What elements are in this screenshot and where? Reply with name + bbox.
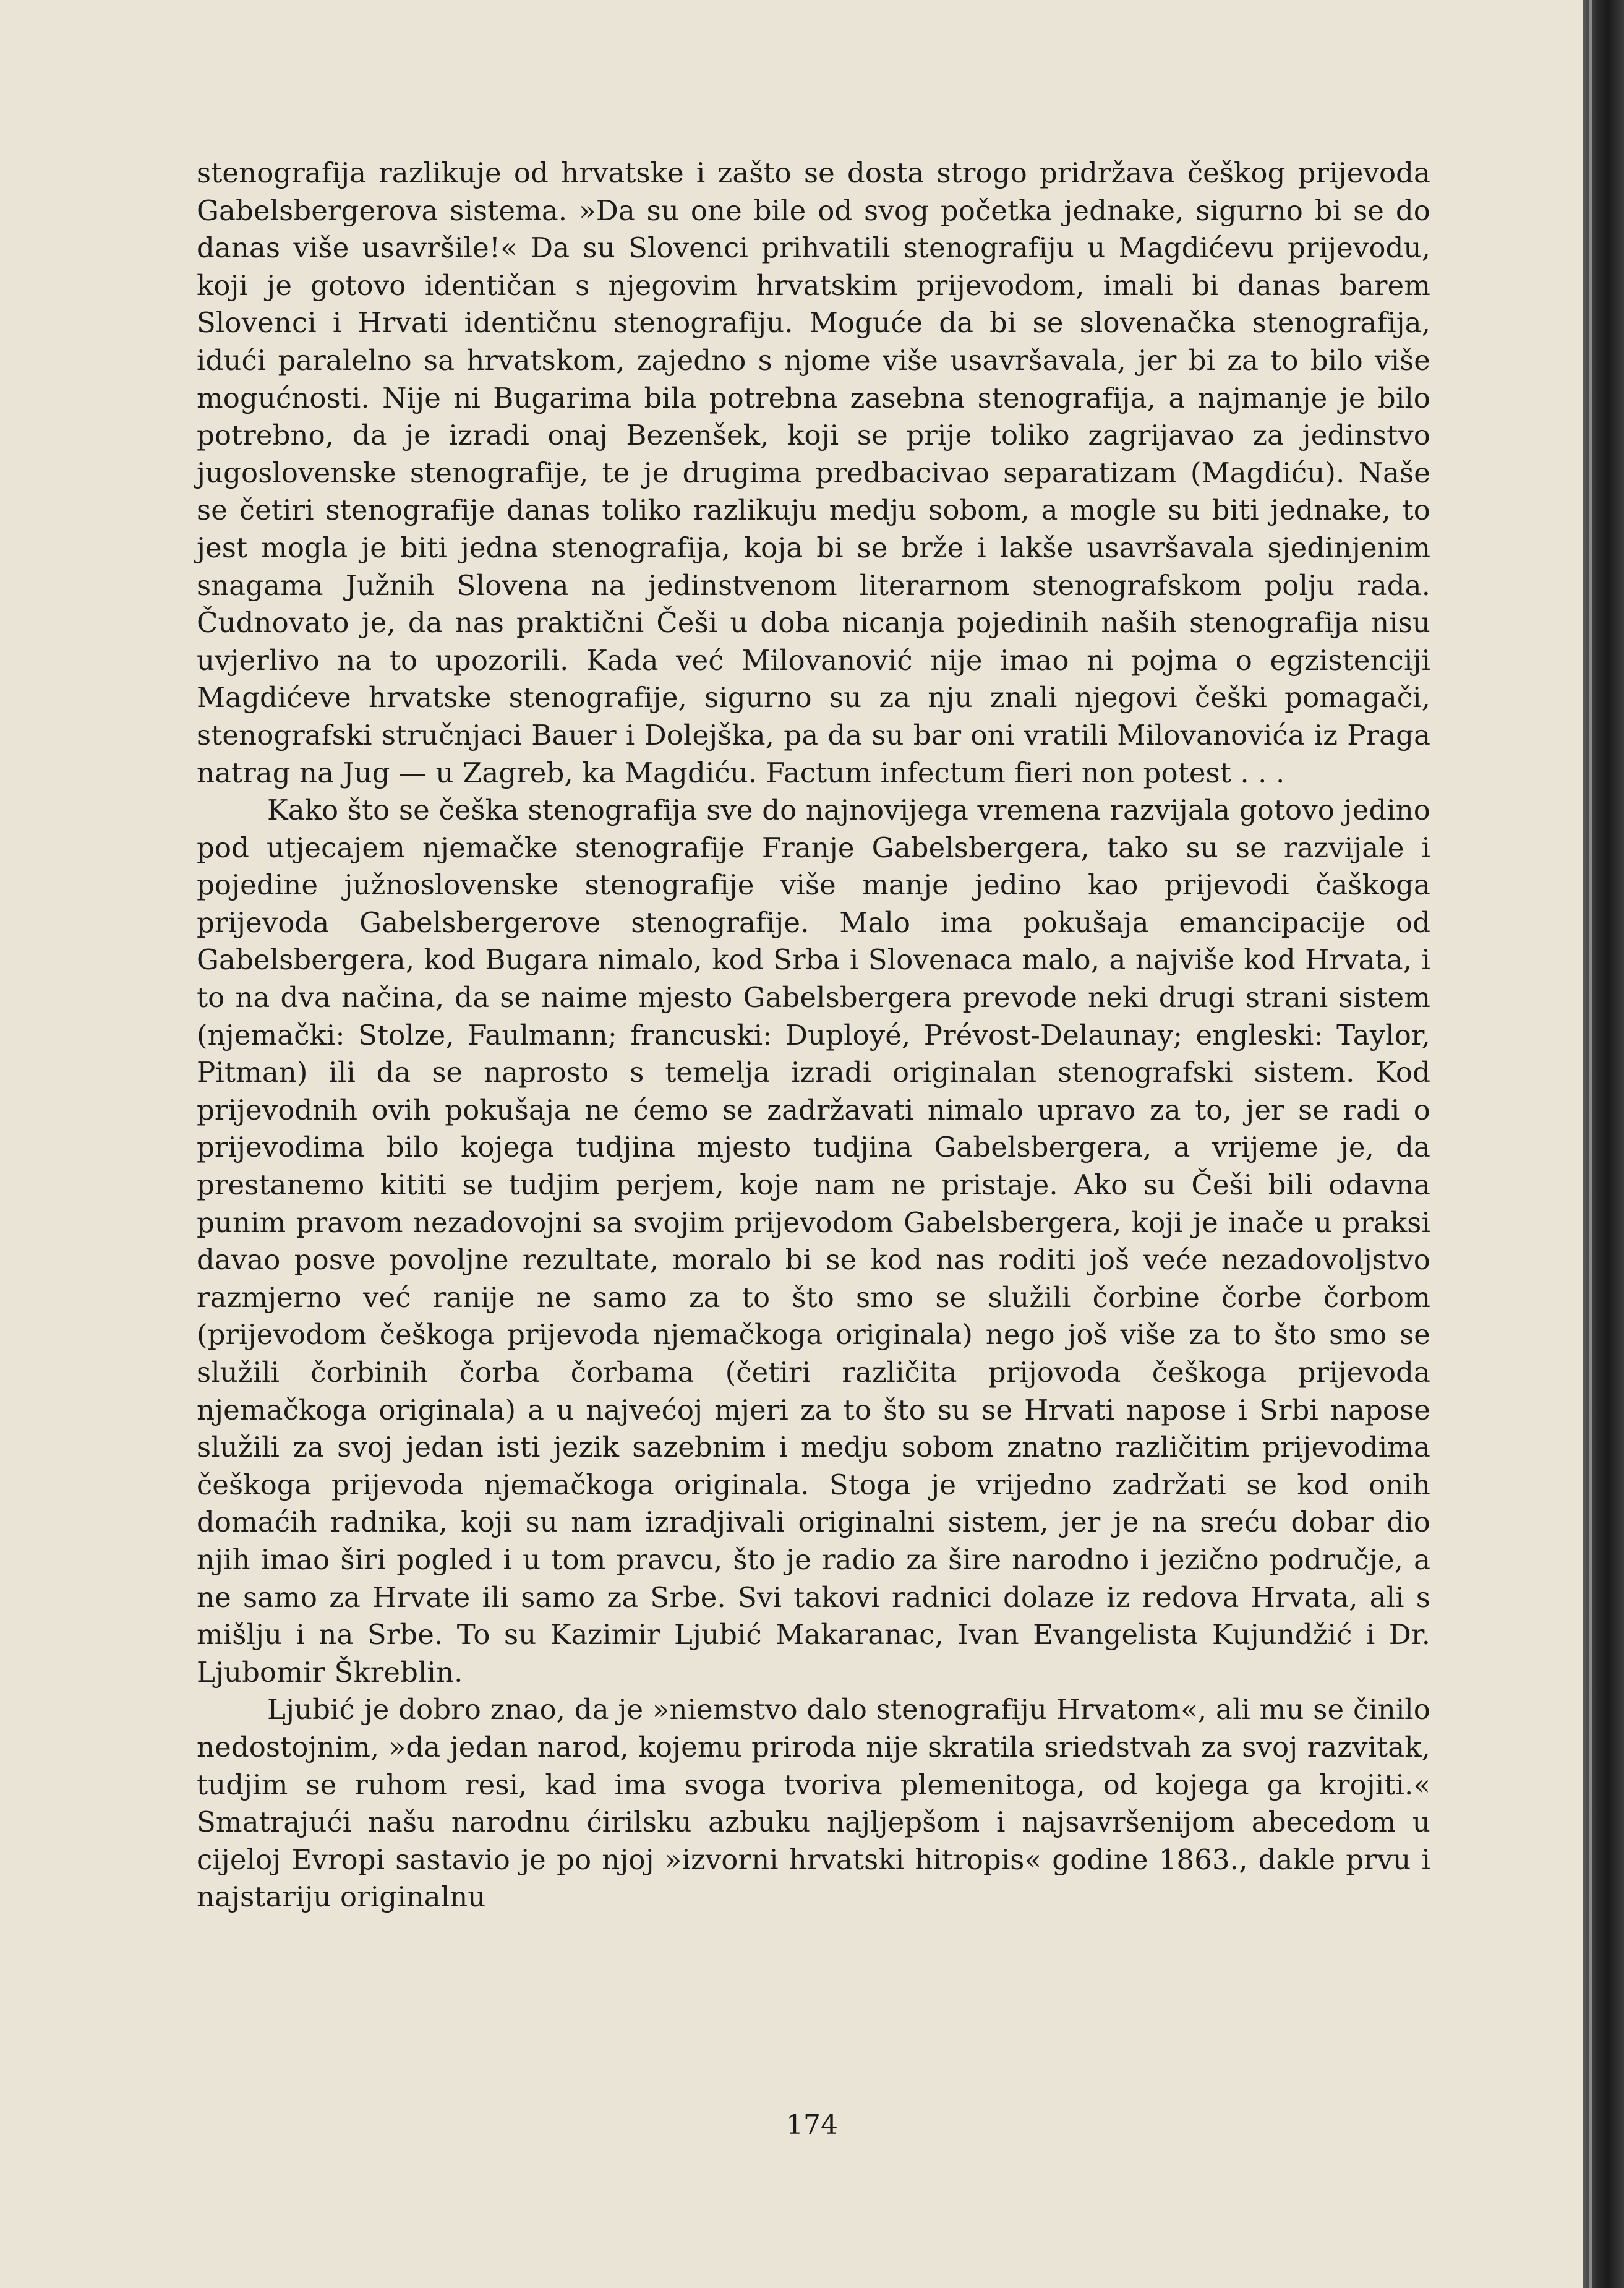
paragraph-2: Kako što se češka stenografija sve do najnovijega vremena razvijala gotovo jedino pod utjecajem njemačke stenografije Franje Gabelsbergera, tako su se razvijale i pojedine južnoslovenske stenografije više manje jedino kao prijevodi čaškoga prijevoda Gabelsbergerove stenografije. Malo ima pokušaja emancipacije od Gabelsbergera, kod Bugara nimalo, kod Srba i Slovenaca malo, a najviše kod Hrvata, i to na dva načina, da se naime mjesto Gabelsbergera prevode neki drugi strani sistem (njemački: Stolze, Faulmann; francuski: Duployé, Prévost-Delaunay; engleski: Taylor, Pitman) ili da se naprosto s temelja izradi originalan stenografski sistem. Kod prijevodnih ovih pokušaja ne ćemo se zadržavati nimalo upravo za to, jer se radi o prijevodima bilo kojega tudjina mjesto tudjina Gabelsbergera, a vrijeme je, da prestanemo kititi se tudjim perjem, koje nam ne pristaje. Ako su Češi bili odavna punim pravom nezadovojni sa svojim prijevodom Gabelsbergera, koji je inače u praksi davao posve povoljne rezultate, moralo bi se kod nas roditi još veće nezadovoljstvo razmjerno već ranije ne samo za to što smo se služili čorbine čorbe čorbom (prijevodom češkoga prijevoda njemačkoga originala) nego još više za to što smo se služili čorbinih čorba čorbama (četiri različita prijovoda češkoga prijevoda njemačkoga originala) a u najvećoj mjeri za to što su se Hrvati napose i Srbi napose služili za svoj jedan isti jezik sazebnim i medju sobom znatno različitim prijevodima češkoga prijevoda njemačkoga originala. Stoga je vrijedno zadržati se kod onih domaćih radnika, koji su nam izradjivali originalni sistem, jer je na sreću dobar dio njih imao širi pogled i u tom pravcu, što je radio za šire narodno i jezično područje, a ne samo za Hrvate ili samo za Srbe. Svi takovi radnici dolaze iz redova Hrvata, ali s mišlju i na Srbe. To su Kazimir Ljubić Makaranac, Ivan Evangelista Kujundžić i Dr. Ljubomir Škreblin. <box>197 794 1430 1689</box>
paragraph-1: stenografija razlikuje od hrvatske i zašto se dosta strogo pridržava češkog prijevoda Gabelsbergerova sistema. »Da su one bile od svog početka jednake, sigurno bi se do danas više usavršile!« Da su Slovenci prihvatili stenografiju u Magdićevu prijevodu, koji je gotovo identičan s njegovim hrvatskim prijevodom, imali bi danas barem Slovenci i Hrvati identičnu stenografiju. Moguće da bi se slovenačka stenografija, idući paralelno sa hrvatskom, zajedno s njome više usavršavala, jer bi za to bilo više mogućnosti. Nije ni Bugarima bila potrebna zasebna stenografija, a najmanje je bilo potrebno, da je izradi onaj Bezenšek, koji se prije toliko zagrijavao za jedinstvo jugoslovenske stenografije, te je drugima predbacivao separatizam (Magdiću). Naše se četiri stenografije danas toliko razlikuju medju sobom, a mogle su biti jednake, to jest mogla je biti jedna stenografija, koja bi se brže i lakše usavršavala sjedinjenim snagama Južnih Slovena na jedinstvenom literarnom stenografskom polju rada. Čudnovato je, da nas praktični Češi u doba nicanja pojedinih naših stenografija nisu uvjerlivo na to upozorili. Kada već Milovanović nije imao ni pojma o egzistenciji Magdićeve hrvatske stenografije, sigurno su za nju znali njegovi češki pomagači, stenografski stručnjaci Bauer i Dolejška, pa da su bar oni vratili Milovanovića iz Praga natrag na Jug — u Zagreb, ka Magdiću. Factum infectum fieri non potest . . . <box>197 156 1430 789</box>
book-binding-edge <box>1583 0 1624 2288</box>
body-text <box>197 155 1430 1916</box>
paragraph-3: Ljubić je dobro znao, da je »niemstvo dalo stenografiju Hrvatom«, ali mu se činilo nedostojnim, »da jedan narod, kojemu priroda nije skratila sriedstvah za svoj razvitak, tudjim se ruhom resi, kad ima svoga tvoriva plemenitoga, od kojega ga krojiti.« Smatrajući našu narodnu ćirilsku azbuku najljepšom i najsavršenijom abecedom u cijeloj Evropi sastavio je po njoj »izvorni hrvatski hitropis« godine 1863., dakle prvu i najstariju originalnu <box>197 1693 1430 1914</box>
page-number: 174 <box>786 2109 838 2141</box>
